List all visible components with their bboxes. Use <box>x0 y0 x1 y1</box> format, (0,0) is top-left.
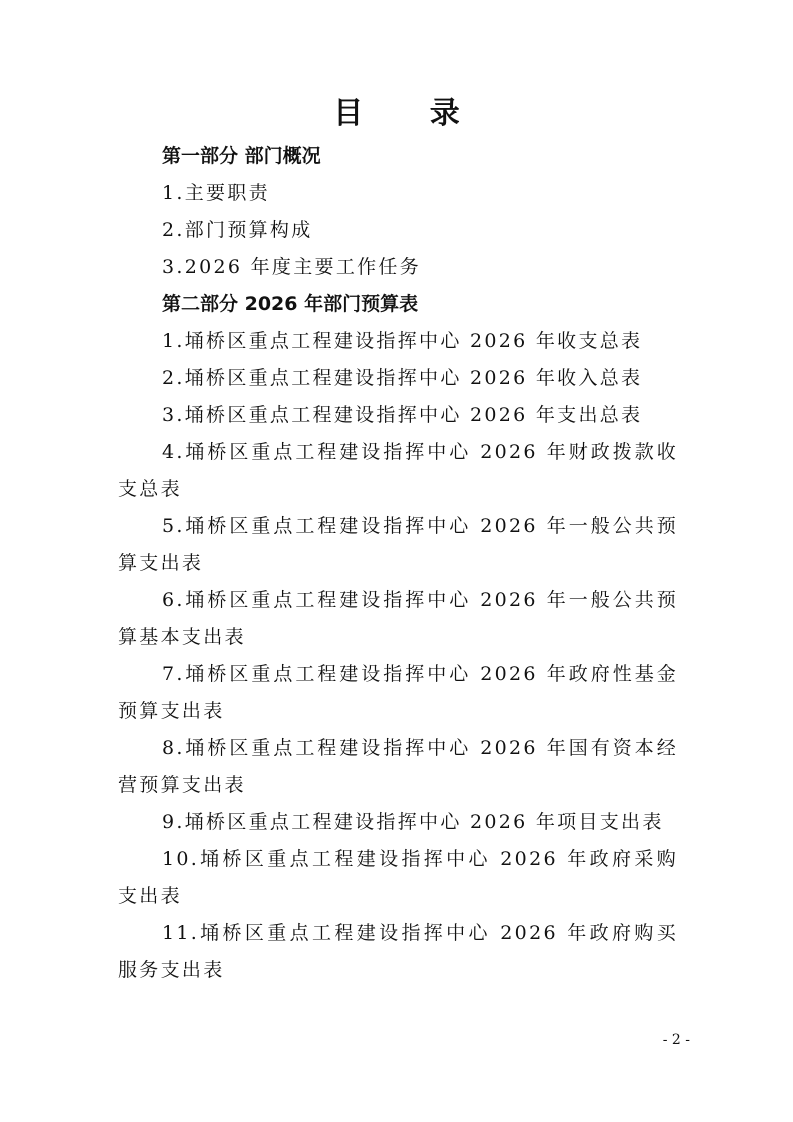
section-heading-part2: 第二部分 2026 年部门预算表 <box>162 293 419 315</box>
toc-item: 9.埇桥区重点工程建设指挥中心 2026 年项目支出表 <box>162 811 664 833</box>
toc-item: 3.2026 年度主要工作任务 <box>162 256 422 278</box>
toc-item: 6.埇桥区重点工程建设指挥中心 2026 年一般公共预算基本支出表 <box>118 589 678 648</box>
toc-item: 11.埇桥区重点工程建设指挥中心 2026 年政府购买服务支出表 <box>118 922 678 981</box>
toc-item: 2.埇桥区重点工程建设指挥中心 2026 年收入总表 <box>162 367 643 389</box>
table-of-contents <box>118 138 678 989</box>
toc-item: 5.埇桥区重点工程建设指挥中心 2026 年一般公共预算支出表 <box>118 515 678 574</box>
toc-item: 2.部门预算构成 <box>162 219 313 241</box>
toc-item: 8.埇桥区重点工程建设指挥中心 2026 年国有资本经营预算支出表 <box>118 737 678 796</box>
toc-item: 3.埇桥区重点工程建设指挥中心 2026 年支出总表 <box>162 404 643 426</box>
page-title: 目 录 <box>333 96 488 131</box>
section-heading-part1: 第一部分 部门概况 <box>162 145 321 167</box>
toc-item: 4.埇桥区重点工程建设指挥中心 2026 年财政拨款收支总表 <box>118 441 678 500</box>
page-number: - 2 - <box>662 1032 690 1048</box>
toc-item: 1.主要职责 <box>162 182 270 204</box>
toc-item: 10.埇桥区重点工程建设指挥中心 2026 年政府采购支出表 <box>118 848 678 907</box>
toc-item: 1.埇桥区重点工程建设指挥中心 2026 年收支总表 <box>162 330 643 352</box>
toc-item: 7.埇桥区重点工程建设指挥中心 2026 年政府性基金预算支出表 <box>118 663 678 722</box>
